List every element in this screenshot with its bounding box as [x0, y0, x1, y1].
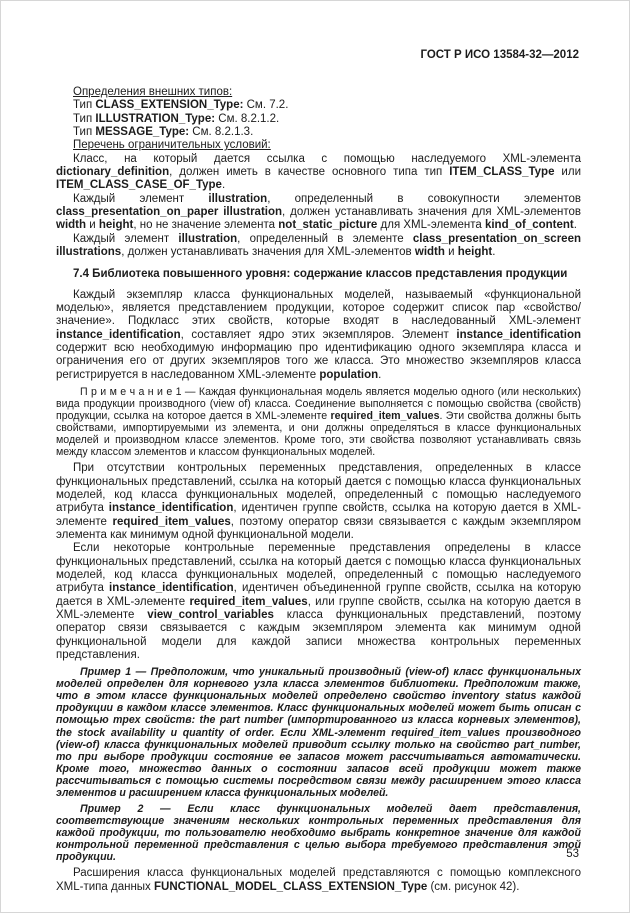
text-run: См. 8.2.1.3. [189, 125, 254, 138]
document-content [56, 86, 581, 894]
text-run: . Эти свойства должны быть свойствами, импортируемыми из элемента, и они должны определяться в классе функциональных моделей и производном классе элементов. Кроме того, эти свойства позволяют устанавливать связь между классом элементов и классом функциональных моделей. [56, 410, 581, 459]
text-run: . [221, 179, 226, 192]
text-run: Расширения класса функциональных моделей представляются с помощью комплексного XML-типа данных [56, 867, 581, 893]
xml-term: not_static_picture [278, 219, 378, 232]
text-run: Каждый экземпляр класса функциональных моделей, называемый «функциональной моделью», является представлением продукции, которое содержит список пар «свойство/значение». Подкласс этих свойств, которые входят в наследованный XML-элемент [56, 288, 581, 328]
paragraph [56, 462, 581, 542]
text-run: (см. рисунок 42). [427, 880, 520, 893]
type-line [56, 99, 581, 112]
doc-code: ГОСТ Р ИСО 13584-32—2012 [420, 49, 579, 61]
xml-term: illustration [178, 232, 238, 245]
text-run: Каждый элемент [73, 192, 209, 205]
xml-term: CLASS_EXTENSION_Type: [95, 99, 244, 112]
paragraph [56, 542, 581, 662]
document-header [56, 49, 579, 61]
xml-term: view_control_variables [147, 608, 274, 621]
text-run: и [444, 245, 458, 258]
page-number: 53 [566, 848, 579, 860]
text-run: Если некоторые контрольные переменные представления определены в классе функциональных представлений, ссылка на который дается с помощью класса функциональных моделей, код класса функциональных моделей, определенный с помощью наследуемого атрибута [56, 542, 581, 595]
paragraph [56, 233, 581, 260]
xml-term: dictionary_definition [56, 165, 170, 178]
xml-term: illustration [208, 192, 268, 205]
text-run: П р и м е ч а н и е 1 — Каждая функциональная модель является моделью одного (или нескольких) вида продукции производного (view of) класса. Соединение выполняется с помощью свойства (свойств) продукции, ссылка на которое дается в XML-элементе [56, 385, 581, 423]
xml-term: instance_identification [108, 502, 234, 515]
text-run: См. 7.2. [243, 99, 289, 112]
xml-term: height [457, 245, 493, 258]
xml-term: population [319, 368, 379, 381]
type-line [56, 126, 581, 139]
text-run: 7.4 Библиотека повышенного уровня: содержание классов представления продукции [73, 268, 568, 281]
text-run: См. 8.2.1.2. [215, 112, 280, 125]
xml-term: width [56, 219, 87, 232]
xml-term: instance_identification [56, 328, 181, 341]
xml-term: height [98, 219, 134, 232]
text-run: Каждый элемент [73, 232, 179, 245]
text-run: , но не значение элемента [133, 219, 279, 232]
xml-term: class_presentation_on_screen illustrations [56, 232, 581, 258]
text-run: , определенный в элементе [237, 232, 413, 245]
text-run: Тип [73, 112, 96, 125]
text-run: для XML-элемента [377, 219, 485, 232]
xml-term: ITEM_CLASS_Type [449, 165, 555, 178]
text-run: required_item_values [391, 726, 506, 739]
xml-term: width [414, 245, 445, 258]
section-heading-7-4 [56, 268, 581, 281]
xml-term: required_item_values [330, 410, 440, 423]
xml-term: ILLUSTRATION_Type: [95, 112, 216, 125]
text-run: , идентичен объединенной группе свойств, ссылка на которую дается в XML-элементе [56, 582, 581, 608]
xml-term: MESSAGE_Type: [95, 125, 190, 138]
text-run: , должен иметь в качестве основного типа тип [169, 165, 450, 178]
text-run: При отсутствии контрольных переменных представления, определенных в классе функциональных представлений, ссылка на который дается с помощью класса функциональных моделей, код класса функциональных моделей, определенный с помощью наследуемого атрибута [56, 462, 581, 515]
xml-term: FUNCTIONAL_MODEL_CLASS_EXTENSION_Type [154, 880, 428, 893]
text-run: , составляет ядро этих экземпляров. Элемент [180, 328, 457, 341]
text-run: , поэтому оператор связи связывается с каждым экземпляром элемента как минимум одной функциональной модели. [56, 515, 581, 541]
text-run: или [554, 165, 581, 178]
text-run: part_number [513, 738, 579, 751]
xml-term: kind_of_content [484, 219, 574, 232]
text-run: и [86, 219, 99, 232]
paragraph [56, 153, 581, 193]
xml-term: instance_identification [109, 582, 234, 595]
paragraph [56, 193, 581, 233]
text-run: класса функциональных представлений, поэтому оператор связи связывается с каждым экземпляром элемента как минимум одной функциональной модели для каждой записи множества контрольных переменных представления. [56, 608, 581, 661]
text-run: Перечень ограничительных условий: [73, 139, 271, 152]
text-run: Определения внешних типов: [73, 86, 233, 98]
xml-term: class_presentation_on_paper illustration [56, 205, 283, 218]
type-line [56, 113, 581, 126]
xml-term: ITEM_CLASS_CASE_OF_Type [56, 179, 222, 192]
text-run: , то при выборе продукции состояние ее запасов может рассчитываться автоматически. Кроме того, множество данных о состоянии запасов всей продукции может также рассчитываться с помощью системы посредством связи между расширением этого класса элементов и расширением класса функциональных моделей. [56, 738, 581, 799]
text-run: Тип [73, 125, 96, 138]
example-2 [56, 803, 581, 863]
text-run: , идентичен группе свойств, ссылка на которую дается в XML-элементе [56, 502, 581, 528]
xml-term: instance_identification [456, 328, 581, 341]
xml-term: required_item_values [112, 515, 231, 528]
text-run: Пример 2 — Если класс функциональных моделей дает представления, соответствующие значениям нескольких контрольных переменных представления для каждой продукции, то пользователю необходимо выбрать конкретное значение для каждой контрольной переменной представления с целью выбора требуемого представления этой продукции. [56, 802, 581, 864]
note-1 [56, 386, 581, 458]
text-run: , должен устанавливать значения для XML-элементов [282, 205, 581, 218]
text-run: Пример 1 — Предположим, что уникальный производный (view-of) класс функциональных моделей определен для корневого узла класса элементов библиотеки. Предположим также, что в этом классе функциональных моделей определено свойство inventory status каждой продукции в каждом классе элементов. Класс функциональных моделей может быть описан с помощью трех свойств: the part number (импортированного из класса корневых элементов), the stock availability и quantity of order. Если XML-элемент [56, 666, 581, 739]
external-types-list-title [56, 86, 581, 99]
text-run: производного (view-of) класса функциональных моделей приводит ссылку только на свойство [56, 726, 581, 751]
text-run: Класс, на который дается ссылка с помощью наследуемого XML-элемента [73, 152, 581, 165]
constraints-list-title [56, 139, 581, 152]
text-run: Тип [73, 99, 96, 112]
text-run: . [573, 219, 577, 232]
example-1 [56, 666, 581, 799]
text-run: содержит всю необходимую информацию про идентификацию одного экземпляра класса и ограничения его от других экземпляров того же класса. Это множество экземпляров класса регистрируется в наследованном XML-элементе [56, 341, 581, 381]
paragraph [56, 867, 581, 894]
paragraph [56, 289, 581, 382]
text-run: , должен устанавливать значения для XML-элементов [121, 245, 415, 258]
text-run: . [378, 368, 382, 381]
text-run: , определенный в совокупности элементов [267, 192, 582, 205]
text-run: . [492, 245, 496, 258]
document-footer [566, 848, 579, 860]
text-run: , или группе свойств, ссылка на которую дается в XML-элементе [56, 595, 581, 621]
xml-term: required_item_values [189, 595, 308, 608]
